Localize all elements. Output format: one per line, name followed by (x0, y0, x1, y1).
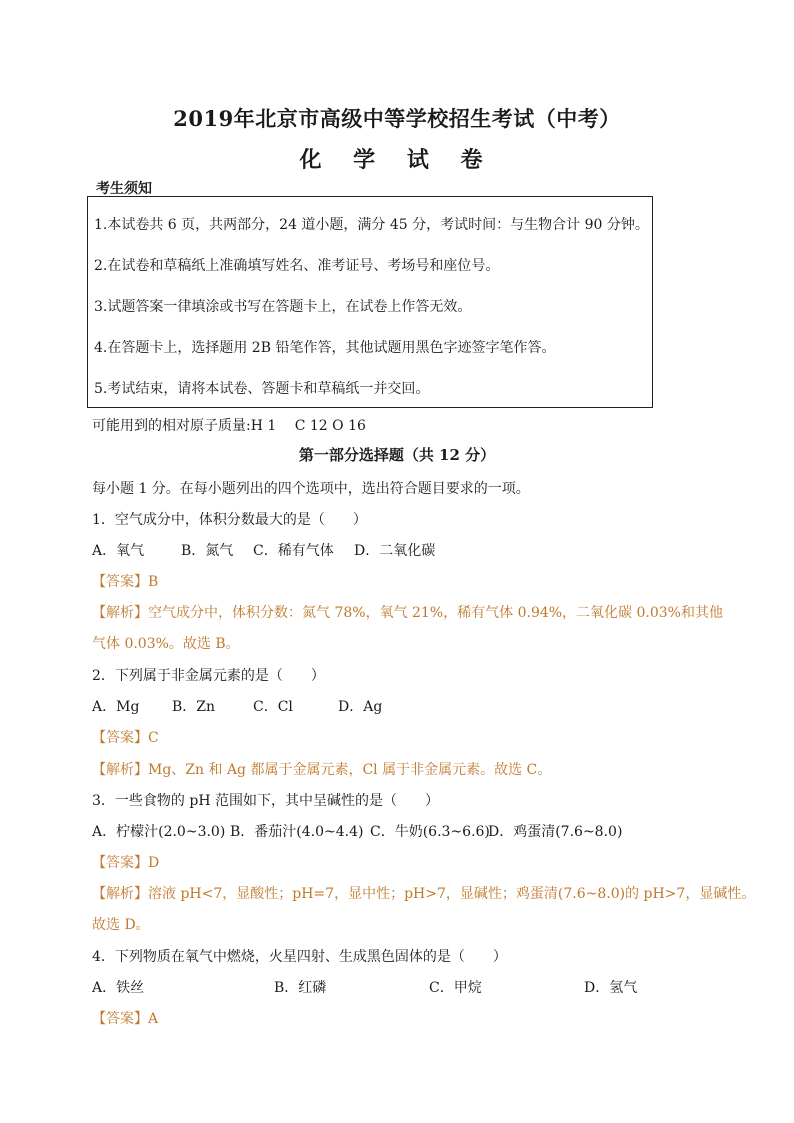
question-stem: 1．空气成分中，体积分数最大的是（ ） (92, 512, 367, 528)
question-option: B．Zn (172, 699, 216, 715)
analysis-text: 【解析】空气成分中，体积分数：氮气 78%，氧气 21%，稀有气体 0.94%，二氧化碳 0.03%和其他 (92, 605, 723, 621)
notice-item: 2.在试卷和草稿纸上准确填写姓名、准考证号、考场号和座位号。 (94, 258, 500, 274)
answer-label: 【答案】B (92, 574, 159, 590)
question-option: A．铁丝 (92, 980, 145, 996)
notice-item: 4.在答题卡上，选择题用 2B 铅笔作答，其他试题用黑色字迹签字笔作答。 (94, 340, 556, 356)
notice-label: 考生须知 (96, 181, 152, 197)
question-option: D．氢气 (584, 980, 638, 996)
question-option: C．Cl (253, 699, 293, 715)
question-option: C．牛奶(6.3~6.6) (370, 824, 490, 840)
notice-item: 5.考试结束，请将本试卷、答题卡和草稿纸一并交回。 (94, 381, 430, 397)
question-option: C．稀有气体 (253, 543, 334, 559)
atomic-mass-line: 可能用到的相对原子质量:H 1 C 12 O 16 (92, 418, 366, 434)
analysis-text: 气体 0.03%。故选 B。 (92, 636, 240, 652)
question-stem: 3．一些食物的 pH 范围如下，其中呈碱性的是（ ） (92, 793, 439, 809)
question-option: B．红磷 (274, 980, 327, 996)
analysis-text: 【解析】Mg、Zn 和 Ag 都属于金属元素，Cl 属于非金属元素。故选 C。 (92, 762, 552, 778)
question-option: A．柠檬汁(2.0~3.0) (92, 824, 226, 840)
question-option: A．Mg (92, 699, 140, 715)
question-option: D．鸡蛋清(7.6~8.0) (488, 824, 623, 840)
answer-label: 【答案】A (92, 1011, 159, 1027)
question-option: D．Ag (338, 699, 383, 715)
answer-label: 【答案】C (92, 730, 159, 746)
analysis-text: 【解析】溶液 pH<7，显酸性；pH=7，显中性；pH>7，显碱性；鸡蛋清(7.6~8.0)的 pH>7，显碱性。 (92, 886, 756, 902)
question-stem: 2．下列属于非金属元素的是（ ） (92, 668, 325, 684)
answer-label: 【答案】D (92, 855, 160, 871)
question-option: B．氮气 (181, 543, 234, 559)
question-option: A．氧气 (92, 543, 145, 559)
notice-item: 1.本试卷共 6 页，共两部分，24 道小题，满分 45 分，考试时间：与生物合计 90 分钟。 (94, 217, 649, 233)
section-instructions: 每小题 1 分。在每小题列出的四个选项中，选出符合题目要求的一项。 (92, 481, 530, 497)
question-option: B．番茄汁(4.0~4.4) (230, 824, 364, 840)
question-stem: 4．下列物质在氧气中燃烧，火星四射、生成黑色固体的是（ ） (92, 949, 507, 965)
notice-box (87, 196, 653, 408)
analysis-text: 故选 D。 (92, 917, 150, 933)
notice-item: 3.试题答案一律填涂或书写在答题卡上，在试卷上作答无效。 (94, 299, 472, 315)
exam-subtitle: 化 学 试 卷 (299, 147, 495, 173)
question-option: D．二氧化碳 (354, 543, 436, 559)
question-option: C．甲烷 (429, 980, 482, 996)
exam-title: 2019年北京市高级中等学校招生考试（中考） (173, 106, 621, 131)
section-title: 第一部分选择题（共 12 分） (298, 446, 496, 464)
